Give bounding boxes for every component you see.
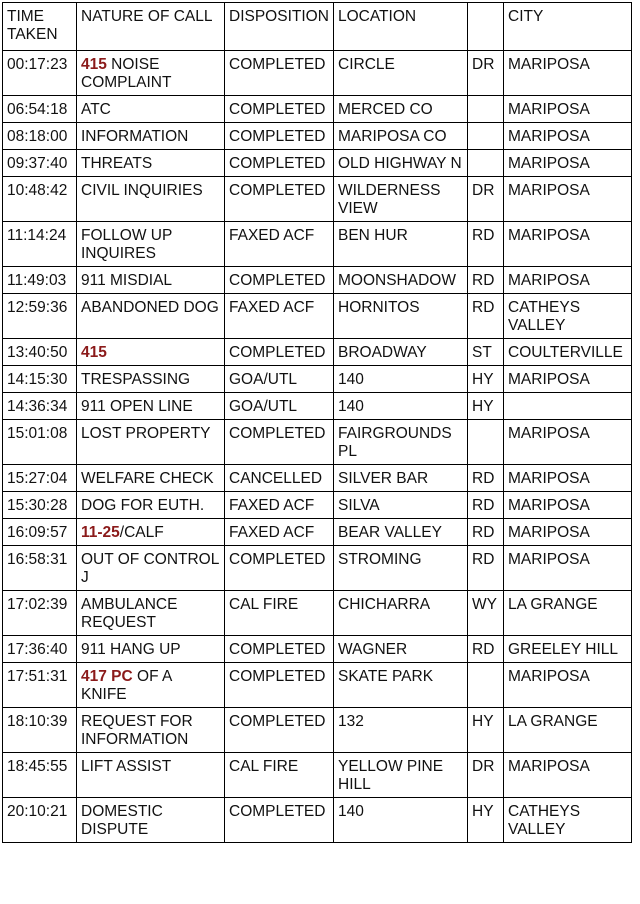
- nature-text: INFORMATION: [81, 128, 189, 145]
- nature-of-call-cell: [77, 150, 225, 177]
- disposition-cell: CAL FIRE: [225, 591, 334, 636]
- street-suffix-cell: DR: [468, 753, 504, 798]
- nature-text: OF A KNIFE: [81, 668, 172, 703]
- location-cell: 140: [334, 798, 468, 843]
- nature-text: 911 HANG UP: [81, 641, 181, 658]
- table-row: [3, 393, 632, 420]
- nature-of-call-cell: [77, 96, 225, 123]
- nature-text: OUT OF CONTROL J: [81, 551, 219, 586]
- nature-text: REQUEST FOR INFORMATION: [81, 713, 193, 748]
- nature-of-call-cell: [77, 663, 225, 708]
- disposition-cell: COMPLETED: [225, 663, 334, 708]
- nature-text: TRESPASSING: [81, 371, 191, 388]
- city-cell: MARIPOSA: [504, 519, 632, 546]
- nature-text: LOST PROPERTY: [81, 425, 211, 442]
- header-disposition: DISPOSITION: [225, 3, 334, 51]
- city-cell: LA GRANGE: [504, 591, 632, 636]
- location-cell: 140: [334, 393, 468, 420]
- disposition-cell: FAXED ACF: [225, 519, 334, 546]
- disposition-cell: COMPLETED: [225, 339, 334, 366]
- city-cell: MARIPOSA: [504, 753, 632, 798]
- street-suffix-cell: [468, 663, 504, 708]
- location-cell: MARIPOSA CO: [334, 123, 468, 150]
- city-cell: MARIPOSA: [504, 96, 632, 123]
- street-suffix-cell: DR: [468, 177, 504, 222]
- time-taken-cell: 00:17:23: [3, 51, 77, 96]
- street-suffix-cell: RD: [468, 546, 504, 591]
- city-cell: LA GRANGE: [504, 708, 632, 753]
- time-taken-cell: 16:58:31: [3, 546, 77, 591]
- nature-of-call-cell: [77, 591, 225, 636]
- time-taken-cell: 11:49:03: [3, 267, 77, 294]
- nature-text: NOISE COMPLAINT: [81, 56, 172, 91]
- location-cell: CHICHARRA: [334, 591, 468, 636]
- street-suffix-cell: [468, 150, 504, 177]
- location-cell: 132: [334, 708, 468, 753]
- location-cell: WILDERNESS VIEW: [334, 177, 468, 222]
- nature-text: THREATS: [81, 155, 153, 172]
- table-row: [3, 591, 632, 636]
- nature-of-call-cell: [77, 636, 225, 663]
- disposition-cell: COMPLETED: [225, 96, 334, 123]
- time-taken-cell: 10:48:42: [3, 177, 77, 222]
- header-city: CITY: [504, 3, 632, 51]
- time-taken-cell: 13:40:50: [3, 339, 77, 366]
- table-row: [3, 798, 632, 843]
- city-cell: MARIPOSA: [504, 465, 632, 492]
- nature-of-call-cell: [77, 393, 225, 420]
- city-cell: [504, 393, 632, 420]
- disposition-cell: GOA/UTL: [225, 393, 334, 420]
- call-log-table: [2, 2, 632, 843]
- table-row: [3, 492, 632, 519]
- nature-text: ABANDONED DOG: [81, 299, 219, 316]
- nature-text: ATC: [81, 101, 111, 118]
- nature-of-call-cell: [77, 465, 225, 492]
- disposition-cell: COMPLETED: [225, 708, 334, 753]
- city-cell: MARIPOSA: [504, 123, 632, 150]
- city-cell: MARIPOSA: [504, 546, 632, 591]
- street-suffix-cell: RD: [468, 222, 504, 267]
- time-taken-cell: 14:15:30: [3, 366, 77, 393]
- location-cell: SKATE PARK: [334, 663, 468, 708]
- time-taken-cell: 17:02:39: [3, 591, 77, 636]
- city-cell: MARIPOSA: [504, 51, 632, 96]
- nature-of-call-cell: [77, 267, 225, 294]
- table-row: [3, 465, 632, 492]
- table-row: [3, 177, 632, 222]
- disposition-cell: CANCELLED: [225, 465, 334, 492]
- table-header: [3, 3, 632, 51]
- time-taken-cell: 15:30:28: [3, 492, 77, 519]
- disposition-cell: COMPLETED: [225, 798, 334, 843]
- table-row: [3, 420, 632, 465]
- disposition-cell: COMPLETED: [225, 546, 334, 591]
- penal-code: 415: [81, 56, 107, 73]
- disposition-cell: COMPLETED: [225, 636, 334, 663]
- street-suffix-cell: [468, 96, 504, 123]
- disposition-cell: COMPLETED: [225, 177, 334, 222]
- disposition-cell: FAXED ACF: [225, 492, 334, 519]
- time-taken-cell: 18:10:39: [3, 708, 77, 753]
- time-taken-cell: 06:54:18: [3, 96, 77, 123]
- table-row: [3, 663, 632, 708]
- nature-text: DOMESTIC DISPUTE: [81, 803, 163, 838]
- nature-of-call-cell: [77, 519, 225, 546]
- table-row: [3, 96, 632, 123]
- nature-text: WELFARE CHECK: [81, 470, 214, 487]
- nature-text: 911 OPEN LINE: [81, 398, 193, 415]
- time-taken-cell: 14:36:34: [3, 393, 77, 420]
- location-cell: OLD HIGHWAY N: [334, 150, 468, 177]
- header-street-suffix: [468, 3, 504, 51]
- location-cell: CIRCLE: [334, 51, 468, 96]
- nature-text: DOG FOR EUTH.: [81, 497, 205, 514]
- header-row: [3, 3, 632, 51]
- header-location: LOCATION: [334, 3, 468, 51]
- table-row: [3, 222, 632, 267]
- street-suffix-cell: ST: [468, 339, 504, 366]
- street-suffix-cell: RD: [468, 492, 504, 519]
- city-cell: MARIPOSA: [504, 267, 632, 294]
- location-cell: YELLOW PINE HILL: [334, 753, 468, 798]
- street-suffix-cell: DR: [468, 51, 504, 96]
- city-cell: CATHEYS VALLEY: [504, 294, 632, 339]
- location-cell: BEAR VALLEY: [334, 519, 468, 546]
- location-cell: HORNITOS: [334, 294, 468, 339]
- disposition-cell: CAL FIRE: [225, 753, 334, 798]
- disposition-cell: GOA/UTL: [225, 366, 334, 393]
- table-row: [3, 636, 632, 663]
- table-body: [3, 51, 632, 843]
- nature-text: LIFT ASSIST: [81, 758, 172, 775]
- street-suffix-cell: RD: [468, 267, 504, 294]
- disposition-cell: COMPLETED: [225, 51, 334, 96]
- header-time-taken: TIME TAKEN: [3, 3, 77, 51]
- time-taken-cell: 12:59:36: [3, 294, 77, 339]
- city-cell: MARIPOSA: [504, 366, 632, 393]
- penal-code: 11-25: [81, 524, 120, 541]
- location-cell: 140: [334, 366, 468, 393]
- table-row: [3, 366, 632, 393]
- city-cell: COULTERVILLE: [504, 339, 632, 366]
- time-taken-cell: 17:51:31: [3, 663, 77, 708]
- nature-of-call-cell: [77, 222, 225, 267]
- time-taken-cell: 15:01:08: [3, 420, 77, 465]
- city-cell: MARIPOSA: [504, 222, 632, 267]
- time-taken-cell: 18:45:55: [3, 753, 77, 798]
- street-suffix-cell: HY: [468, 393, 504, 420]
- nature-text: /CALF: [119, 524, 164, 541]
- nature-of-call-cell: [77, 546, 225, 591]
- table-row: [3, 546, 632, 591]
- location-cell: WAGNER: [334, 636, 468, 663]
- disposition-cell: FAXED ACF: [225, 222, 334, 267]
- table-row: [3, 708, 632, 753]
- location-cell: MERCED CO: [334, 96, 468, 123]
- nature-of-call-cell: [77, 798, 225, 843]
- location-cell: MOONSHADOW: [334, 267, 468, 294]
- table-row: [3, 753, 632, 798]
- location-cell: SILVER BAR: [334, 465, 468, 492]
- nature-text: CIVIL INQUIRIES: [81, 182, 203, 199]
- table-row: [3, 123, 632, 150]
- location-cell: FAIRGROUNDS PL: [334, 420, 468, 465]
- street-suffix-cell: RD: [468, 636, 504, 663]
- street-suffix-cell: RD: [468, 294, 504, 339]
- table-row: [3, 51, 632, 96]
- table-row: [3, 294, 632, 339]
- nature-of-call-cell: [77, 177, 225, 222]
- time-taken-cell: 20:10:21: [3, 798, 77, 843]
- nature-of-call-cell: [77, 51, 225, 96]
- nature-of-call-cell: [77, 366, 225, 393]
- location-cell: SILVA: [334, 492, 468, 519]
- table-row: [3, 267, 632, 294]
- street-suffix-cell: HY: [468, 708, 504, 753]
- nature-of-call-cell: [77, 123, 225, 150]
- time-taken-cell: 11:14:24: [3, 222, 77, 267]
- city-cell: MARIPOSA: [504, 420, 632, 465]
- nature-text: FOLLOW UP INQUIRES: [81, 227, 173, 262]
- table-row: [3, 150, 632, 177]
- street-suffix-cell: [468, 123, 504, 150]
- nature-of-call-cell: [77, 294, 225, 339]
- time-taken-cell: 15:27:04: [3, 465, 77, 492]
- disposition-cell: COMPLETED: [225, 123, 334, 150]
- city-cell: CATHEYS VALLEY: [504, 798, 632, 843]
- table-row: [3, 339, 632, 366]
- disposition-cell: COMPLETED: [225, 267, 334, 294]
- nature-of-call-cell: [77, 420, 225, 465]
- time-taken-cell: 09:37:40: [3, 150, 77, 177]
- time-taken-cell: 08:18:00: [3, 123, 77, 150]
- location-cell: BEN HUR: [334, 222, 468, 267]
- nature-of-call-cell: [77, 753, 225, 798]
- city-cell: MARIPOSA: [504, 663, 632, 708]
- table-row: [3, 519, 632, 546]
- time-taken-cell: 17:36:40: [3, 636, 77, 663]
- street-suffix-cell: RD: [468, 519, 504, 546]
- disposition-cell: COMPLETED: [225, 420, 334, 465]
- header-nature-of-call: NATURE OF CALL: [77, 3, 225, 51]
- street-suffix-cell: HY: [468, 366, 504, 393]
- penal-code: 415: [81, 344, 107, 361]
- street-suffix-cell: [468, 420, 504, 465]
- street-suffix-cell: WY: [468, 591, 504, 636]
- street-suffix-cell: HY: [468, 798, 504, 843]
- penal-code: 417 PC: [81, 668, 133, 685]
- city-cell: MARIPOSA: [504, 492, 632, 519]
- nature-of-call-cell: [77, 492, 225, 519]
- time-taken-cell: 16:09:57: [3, 519, 77, 546]
- disposition-cell: COMPLETED: [225, 150, 334, 177]
- city-cell: MARIPOSA: [504, 177, 632, 222]
- nature-of-call-cell: [77, 339, 225, 366]
- nature-of-call-cell: [77, 708, 225, 753]
- location-cell: STROMING: [334, 546, 468, 591]
- location-cell: BROADWAY: [334, 339, 468, 366]
- nature-text: 911 MISDIAL: [81, 272, 173, 289]
- disposition-cell: FAXED ACF: [225, 294, 334, 339]
- city-cell: GREELEY HILL: [504, 636, 632, 663]
- city-cell: MARIPOSA: [504, 150, 632, 177]
- nature-text: AMBULANCE REQUEST: [81, 596, 178, 631]
- street-suffix-cell: RD: [468, 465, 504, 492]
